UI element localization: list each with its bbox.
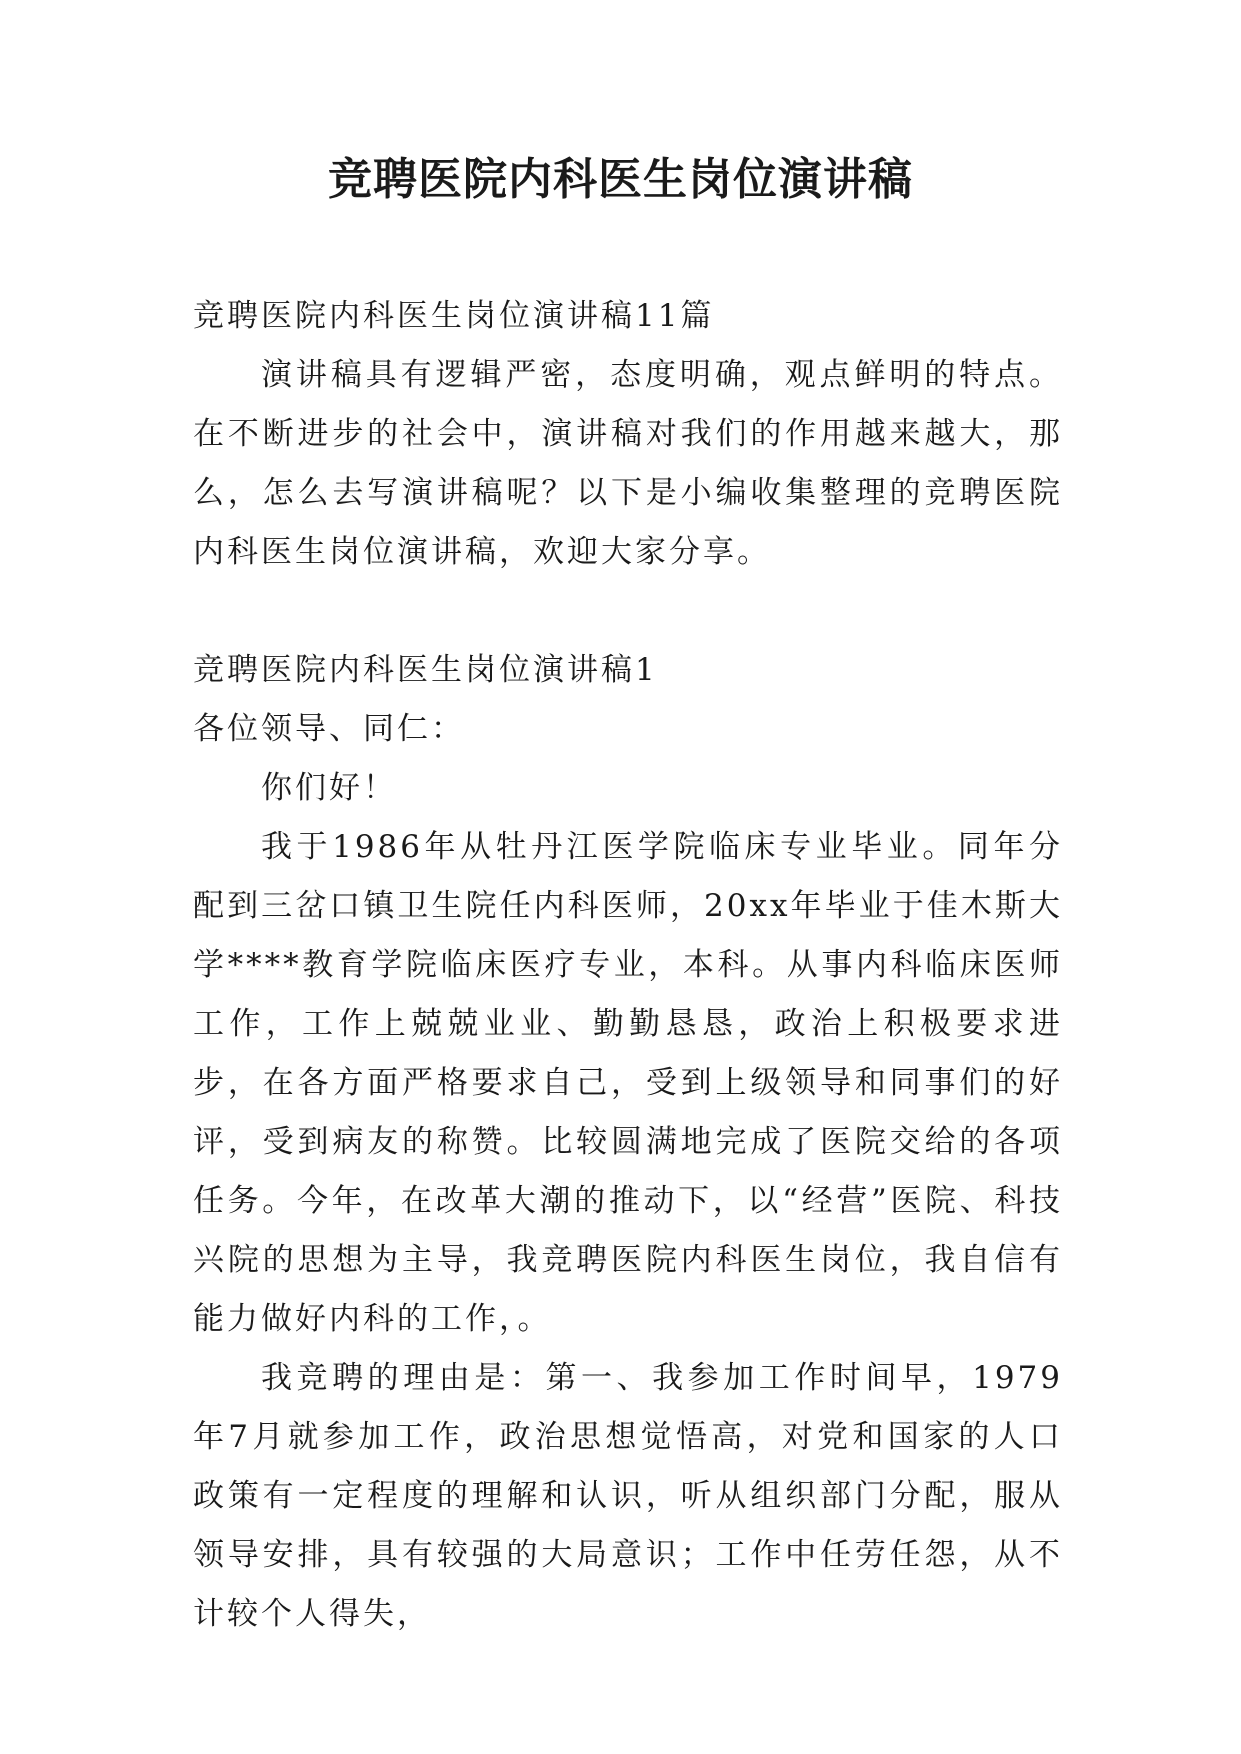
body-paragraph-2: 我竞聘的理由是：第一、我参加工作时间早，1979年7月就参加工作，政治思想觉悟高，对党和国家的人口政策有一定程度的理解和认识，听从组织部门分配，服从领导安排，具有较强的大局意识；工作中任劳任怨，从不计较个人得失， — [193, 1360, 1063, 1632]
body-paragraph-1: 我于1986年从牡丹江医学院临床专业毕业。同年分配到三岔口镇卫生院任内科医师，20xx年毕业于佳木斯大学****教育学院临床医疗专业，本科。从事内科临床医师工作，工作上兢兢业业、勤勤恳恳，政治上积极要求进步，在各方面严格要求自己，受到上级领导和同事们的好评，受到病友的称赞。比较圆满地完成了医院交给的各项任务。今年，在改革大潮的推动下，以“经营”医院、科技兴院的思想为主导，我竞聘医院内科医生岗位，我自信有能力做好内科的工作，。 — [193, 829, 1063, 1337]
greeting: 你们好！ — [261, 770, 397, 806]
section-heading: 竞聘医院内科医生岗位演讲稿1 — [193, 652, 658, 688]
document-title: 竞聘医院内科医生岗位演讲稿 — [328, 154, 913, 205]
salutation: 各位领导、同仁： — [193, 711, 465, 747]
document-body — [193, 287, 1063, 1644]
intro-paragraph: 演讲稿具有逻辑严密，态度明确，观点鲜明的特点。在不断进步的社会中，演讲稿对我们的作用越来越大，那么，怎么去写演讲稿呢？以下是小编收集整理的竞聘医院内科医生岗位演讲稿，欢迎大家分享。 — [193, 357, 1063, 570]
section-spacer — [193, 582, 1063, 641]
collection-heading: 竞聘医院内科医生岗位演讲稿11篇 — [193, 298, 715, 334]
